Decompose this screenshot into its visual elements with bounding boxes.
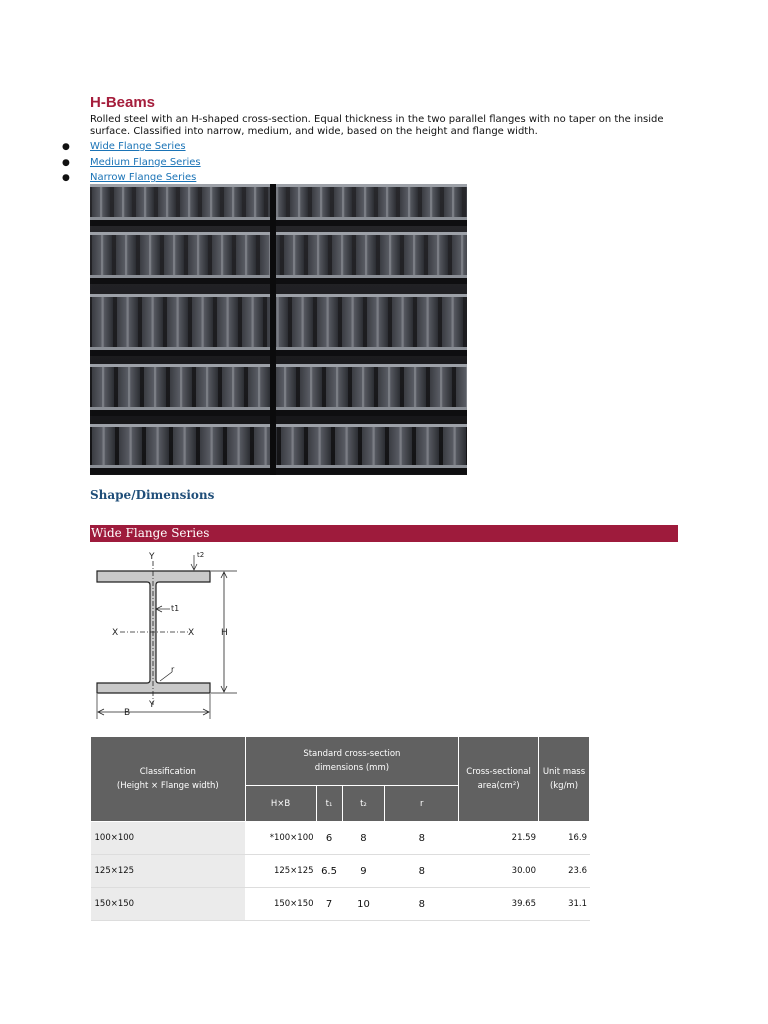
bullet-icon: ● bbox=[62, 173, 70, 183]
unit-mass-header bbox=[539, 737, 590, 822]
unit-mass-cell: 23.6 bbox=[539, 855, 590, 888]
beam-web-edge bbox=[364, 186, 366, 218]
beam-web-edge bbox=[402, 296, 404, 348]
narrow-flange-link[interactable]: Narrow Flange Series bbox=[90, 172, 197, 183]
beam-web-edge bbox=[277, 296, 279, 348]
series-link-list bbox=[62, 140, 201, 187]
beam-flange bbox=[90, 465, 467, 468]
beam-web-edge bbox=[211, 426, 213, 466]
r-header: r bbox=[385, 786, 459, 822]
h-beam-stack-photo bbox=[90, 184, 467, 475]
beam-web-edge bbox=[130, 426, 132, 466]
t2-header: t₂ bbox=[342, 786, 385, 822]
table-row bbox=[91, 855, 590, 888]
beam-web-edge bbox=[245, 234, 247, 276]
beam-web-edge bbox=[210, 186, 212, 218]
beam-web-edge bbox=[188, 186, 190, 218]
beam-web-edge bbox=[310, 366, 312, 408]
h-beam-cross-section-diagram bbox=[90, 547, 250, 725]
beam-web-edge bbox=[342, 186, 344, 218]
beam-web-edge bbox=[149, 234, 151, 276]
beam-web-edge bbox=[437, 234, 439, 276]
beam-web-edge bbox=[102, 366, 104, 408]
r-cell: 8 bbox=[385, 822, 459, 855]
beam-web-edge bbox=[352, 296, 354, 348]
page-title: H-Beams bbox=[90, 94, 156, 111]
t2-cell: 10 bbox=[342, 888, 385, 921]
beam-web-edge bbox=[388, 366, 390, 408]
beam-web-edge bbox=[232, 186, 234, 218]
t2-cell: 8 bbox=[342, 822, 385, 855]
beam-flange bbox=[90, 275, 467, 278]
area-header bbox=[459, 737, 539, 822]
beam-flange bbox=[90, 347, 467, 350]
intro-paragraph: Rolled steel with an H-shaped cross-section. Equal thickness in the two parallel flanges with no taper on the inside surface. Classified into narrow, medium, and wide, based on the height and flange width. bbox=[90, 114, 664, 137]
standard-header-sub: dimensions (mm) bbox=[314, 763, 390, 773]
beam-flange bbox=[90, 407, 467, 410]
beam-stack-divider bbox=[270, 184, 276, 475]
bullet-icon: ● bbox=[62, 142, 70, 152]
beam-flange bbox=[90, 232, 467, 235]
beam-flange bbox=[90, 364, 467, 367]
beam-web-edge bbox=[346, 426, 348, 466]
beam-web-edge bbox=[389, 234, 391, 276]
beam-web-edge bbox=[320, 186, 322, 218]
beam-web-edge bbox=[125, 234, 127, 276]
beam-flange bbox=[90, 184, 467, 187]
medium-flange-link[interactable]: Medium Flange Series bbox=[90, 156, 201, 168]
beam-web-edge bbox=[377, 296, 379, 348]
table-row bbox=[91, 888, 590, 921]
classification-header bbox=[91, 737, 246, 822]
beam-web-edge bbox=[292, 426, 294, 466]
t1-cell: 6 bbox=[316, 822, 342, 855]
beam-gap bbox=[90, 468, 467, 474]
h-beam-stack-illustration bbox=[90, 184, 467, 475]
beam-web-edge bbox=[386, 186, 388, 218]
beam-web-edge bbox=[452, 296, 454, 348]
beam-web-edge bbox=[128, 366, 130, 408]
beam-web-edge bbox=[102, 296, 104, 348]
beam-web-edge bbox=[166, 186, 168, 218]
beam-web bbox=[452, 235, 467, 275]
list-item bbox=[62, 140, 201, 156]
beam-web-edge bbox=[373, 426, 375, 466]
beam-web-edge bbox=[101, 234, 103, 276]
standard-header-line: Standard cross-section bbox=[303, 749, 401, 759]
t2-cell: 9 bbox=[342, 855, 385, 888]
beam-gap bbox=[90, 278, 467, 284]
x-left-label: X bbox=[112, 628, 119, 638]
beam-web-edge bbox=[154, 366, 156, 408]
beam-web-edge bbox=[227, 296, 229, 348]
classification-header-sub: (Height × Flange width) bbox=[116, 781, 219, 791]
table-row bbox=[91, 822, 590, 855]
area-cell: 30.00 bbox=[459, 855, 539, 888]
beam-web bbox=[456, 367, 467, 407]
y-top-label: Y bbox=[149, 552, 155, 562]
x-right-label: X bbox=[188, 628, 195, 638]
beam-web-edge bbox=[177, 296, 179, 348]
beam-web-edge bbox=[238, 426, 240, 466]
t1-label: t1 bbox=[171, 604, 180, 613]
beam-web-edge bbox=[414, 366, 416, 408]
beam-web-edge bbox=[461, 234, 463, 276]
unit-mass-cell: 31.1 bbox=[539, 888, 590, 921]
section-heading: Shape/Dimensions bbox=[90, 488, 215, 502]
standard-dimensions-header bbox=[245, 737, 459, 786]
beam-web-edge bbox=[440, 366, 442, 408]
beam-web-edge bbox=[184, 426, 186, 466]
beam-web-edge bbox=[413, 234, 415, 276]
beam-web-edge bbox=[276, 186, 278, 218]
dimensions-table bbox=[90, 736, 590, 921]
beam-web-edge bbox=[232, 366, 234, 408]
beam-web-edge bbox=[298, 186, 300, 218]
t1-cell: 6.5 bbox=[316, 855, 342, 888]
beam-gap bbox=[90, 220, 467, 226]
classification-cell: 150×150 bbox=[91, 888, 246, 921]
area-cell: 21.59 bbox=[459, 822, 539, 855]
t1-cell: 7 bbox=[316, 888, 342, 921]
r-cell: 8 bbox=[385, 855, 459, 888]
t1-header: t₁ bbox=[316, 786, 342, 822]
beam-web-edge bbox=[265, 426, 267, 466]
area-cell: 39.65 bbox=[459, 888, 539, 921]
beam-web bbox=[466, 187, 467, 217]
b-label: B bbox=[124, 708, 131, 718]
wide-flange-link[interactable]: Wide Flange Series bbox=[90, 141, 186, 152]
beam-web-edge bbox=[454, 426, 456, 466]
beam-web-edge bbox=[430, 186, 432, 218]
beam-web-edge bbox=[365, 234, 367, 276]
beam-web-edge bbox=[206, 366, 208, 408]
beam-web-edge bbox=[252, 296, 254, 348]
beam-web-edge bbox=[144, 186, 146, 218]
beam-web-edge bbox=[173, 234, 175, 276]
mass-header-line: Unit mass bbox=[542, 767, 586, 777]
beam-web-edge bbox=[319, 426, 321, 466]
beam-web-edge bbox=[341, 234, 343, 276]
beam-gap bbox=[90, 410, 467, 416]
beam-web-edge bbox=[197, 234, 199, 276]
mass-header-sub: (kg/m) bbox=[549, 781, 579, 791]
unit-mass-cell: 16.9 bbox=[539, 822, 590, 855]
beam-web-edge bbox=[258, 366, 260, 408]
beam-web-edge bbox=[336, 366, 338, 408]
beam-flange bbox=[90, 217, 467, 220]
beam-web-edge bbox=[400, 426, 402, 466]
beam-web-edge bbox=[427, 296, 429, 348]
beam-gap bbox=[90, 350, 467, 356]
beam-web-edge bbox=[254, 186, 256, 218]
beam-web-edge bbox=[302, 296, 304, 348]
h-label: H bbox=[221, 628, 228, 638]
beam-web-edge bbox=[466, 366, 467, 408]
list-item bbox=[62, 156, 201, 172]
beam-web-edge bbox=[293, 234, 295, 276]
beam-flange bbox=[90, 424, 467, 427]
beam-web-edge bbox=[327, 296, 329, 348]
hxb-cell: 150×150 bbox=[245, 888, 316, 921]
beam-web-edge bbox=[452, 186, 454, 218]
t2-label: t2 bbox=[197, 551, 205, 559]
beam-web-edge bbox=[202, 296, 204, 348]
beam-web-edge bbox=[317, 234, 319, 276]
series-heading-bar: Wide Flange Series bbox=[90, 525, 678, 542]
beam-flange bbox=[90, 294, 467, 297]
classification-cell: 125×125 bbox=[91, 855, 246, 888]
hxb-cell: 125×125 bbox=[245, 855, 316, 888]
classification-cell: 100×100 bbox=[91, 822, 246, 855]
beam-web-edge bbox=[180, 366, 182, 408]
beam-web-edge bbox=[221, 234, 223, 276]
beam-web-edge bbox=[122, 186, 124, 218]
area-header-sub: area(cm²) bbox=[477, 781, 520, 791]
beam-web-edge bbox=[100, 186, 102, 218]
beam-web-edge bbox=[408, 186, 410, 218]
beam-web-edge bbox=[152, 296, 154, 348]
beam-web-edge bbox=[127, 296, 129, 348]
beam-web-edge bbox=[284, 366, 286, 408]
beam-web-edge bbox=[427, 426, 429, 466]
y-bottom-label: Y bbox=[149, 700, 155, 710]
beam-web-edge bbox=[103, 426, 105, 466]
r-cell: 8 bbox=[385, 888, 459, 921]
bullet-icon: ● bbox=[62, 157, 70, 168]
hxb-cell: *100×100 bbox=[245, 822, 316, 855]
hxb-header: H×B bbox=[245, 786, 316, 822]
beam-web-edge bbox=[157, 426, 159, 466]
r-label: r bbox=[171, 665, 175, 674]
beam-web-edge bbox=[362, 366, 364, 408]
classification-header-line: Classification bbox=[139, 767, 196, 777]
area-header-line: Cross-sectional bbox=[466, 767, 531, 777]
